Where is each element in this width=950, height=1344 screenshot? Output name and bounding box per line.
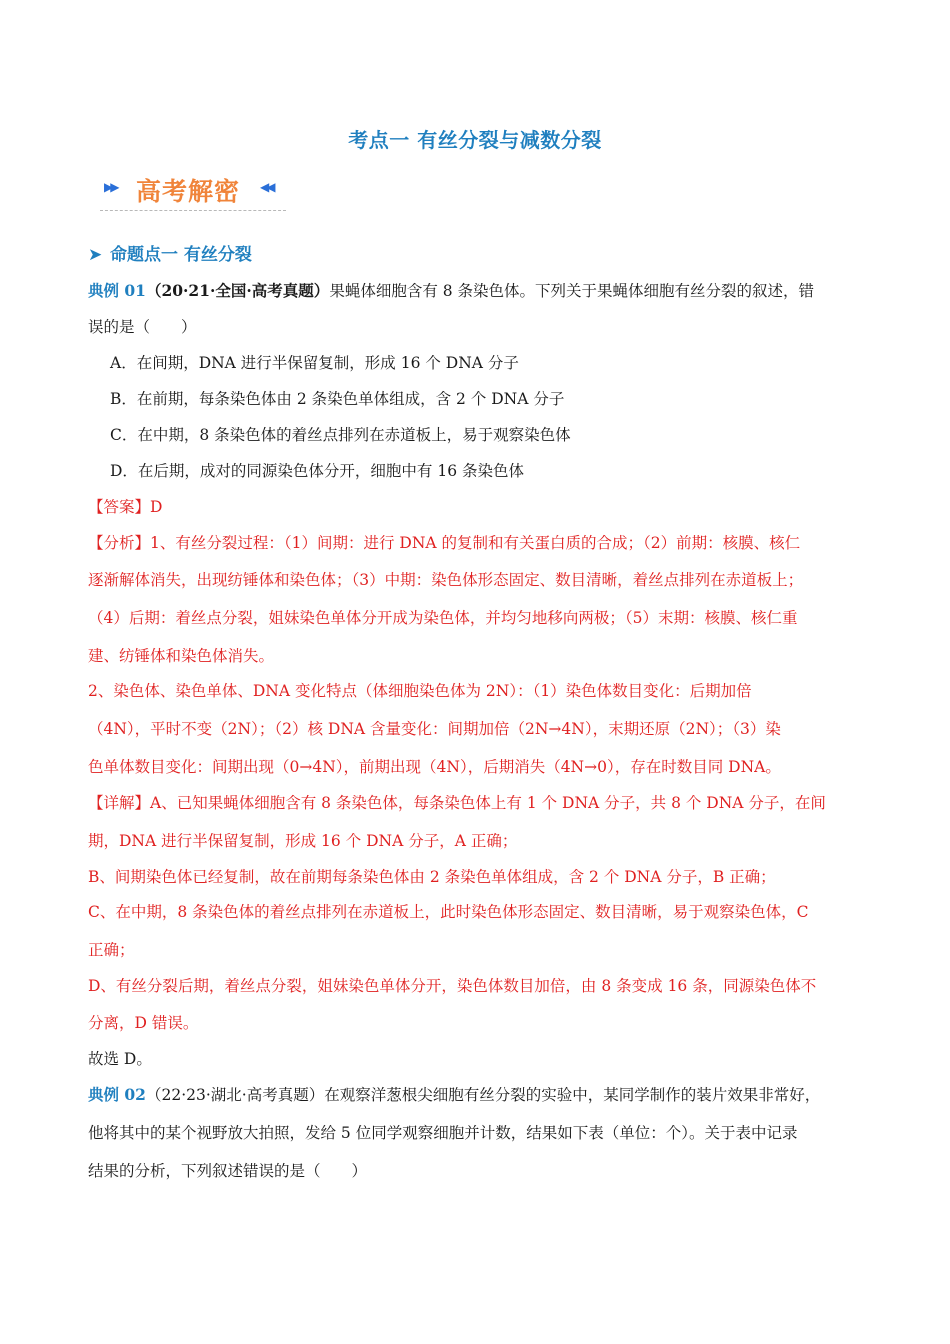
example02-stem-text: 在观察洋葱根尖细胞有丝分裂的实验中，某同学制作的装片效果非常好， [324,1086,821,1104]
option-b: B．在前期，每条染色体由 2 条染色单体组成，含 2 个 DNA 分子 [110,390,565,408]
analysis-line: 建、纺锤体和染色体消失。 [88,647,275,665]
page-title: 考点一 有丝分裂与减数分裂 [348,128,602,152]
example01-label: 典例 01 [88,281,146,300]
analysis-line: 【分析】1、有丝分裂过程：（1）间期：进行 DNA 的复制和有关蛋白质的合成；（2）前期：核膜、核仁 [88,534,801,552]
right-arrows-icon: ▶▶ [104,180,117,194]
detail-line: 分离，D 错误。 [88,1014,199,1032]
example02-stem-line2: 他将其中的某个视野放大拍照，发给 5 位同学观察细胞并计数，结果如下表（单位：个）。关于表中记录 [88,1124,798,1142]
example02-label: 典例 02 [88,1085,146,1104]
analysis-line: （4N），平时不变（2N）；（2）核 DNA 含量变化：间期加倍（2N→4N），末期还原（2N）；（3）染 [88,720,781,738]
example02-source: （22·23·湖北·高考真题） [145,1086,325,1104]
example01-stem-text: 果蝇体细胞含有 8 条染色体。下列关于果蝇体细胞有丝分裂的叙述，错 [329,282,815,300]
detail-line: 正确； [88,941,135,959]
analysis-line: 色单体数目变化：间期出现（0→4N），前期出现（4N），后期消失（4N→0），存在时数目同 DNA。 [88,758,781,776]
section-heading [88,240,252,265]
answer-line: 【答案】D [88,498,163,516]
left-arrows-icon: ◀◀ [260,180,273,194]
example01-source: （20·21·全国·高考真题） [145,281,330,300]
section-banner [100,170,286,214]
detail-line: 【详解】A、已知果蝇体细胞含有 8 条染色体，每条染色体上有 1 个 DNA 分子，共 8 个 DNA 分子，在间 [88,794,826,812]
option-d: D．在后期，成对的同源染色体分开，细胞中有 16 条染色体 [110,462,525,480]
detail-line: C、在中期，8 条染色体的着丝点排列在赤道板上，此时染色体形态固定、数目清晰，易于观察染色体，C [88,903,809,921]
example02-stem-line3: 结果的分析，下列叙述错误的是（ ） [88,1162,368,1180]
example01-stem-line2: 误的是（ ） [88,318,197,336]
arrow-bullet-icon: ➤ [88,245,103,265]
detail-line: D、有丝分裂后期，着丝点分裂，姐妹染色单体分开，染色体数目加倍，由 8 条变成 16 条，同源染色体不 [88,977,817,995]
option-c: C．在中期，8 条染色体的着丝点排列在赤道板上，易于观察染色体 [110,426,571,444]
example02-stem-line1 [88,1084,868,1106]
example01-stem-line1 [88,280,868,302]
banner-divider [100,210,286,211]
analysis-line: 逐渐解体消失，出现纺锤体和染色体；（3）中期：染色体形态固定、数目清晰，着丝点排列在赤道板上； [88,571,804,589]
conclusion-line: 故选 D。 [88,1050,152,1068]
detail-line: B、间期染色体已经复制，故在前期每条染色体由 2 条染色单体组成，含 2 个 DNA 分子，B 正确； [88,868,776,886]
section-heading-text: 命题点一 有丝分裂 [110,245,252,265]
detail-line: 期，DNA 进行半保留复制，形成 16 个 DNA 分子，A 正确； [88,832,518,850]
banner-title: 高考解密 [136,177,241,206]
option-a: A．在间期，DNA 进行半保留复制，形成 16 个 DNA 分子 [110,354,519,372]
analysis-line: 2、染色体、染色单体、DNA 变化特点（体细胞染色体为 2N）：（1）染色体数目变化：后期加倍 [88,682,752,700]
analysis-line: （4）后期：着丝点分裂，姐妹染色单体分开成为染色体，并均匀地移向两极；（5）末期：核膜、核仁重 [88,609,798,627]
